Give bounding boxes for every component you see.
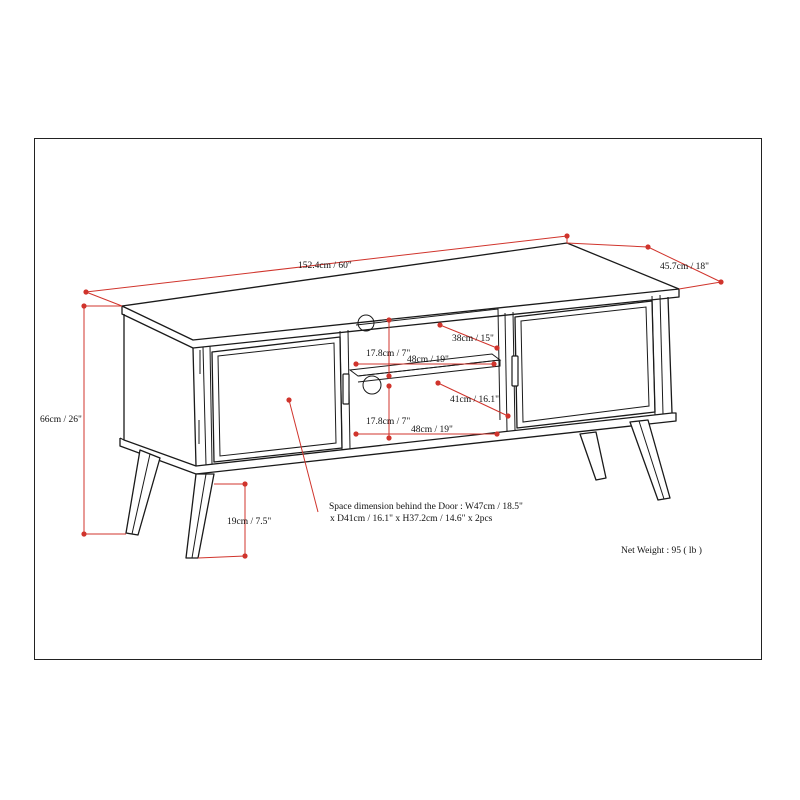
leg-back-right <box>580 432 606 480</box>
leg-height-label: 19cm / 7.5" <box>227 517 272 527</box>
height-label: 66cm / 26" <box>40 415 82 425</box>
upper-height-label: 17.8cm / 7" <box>366 349 411 359</box>
left-door-handle <box>343 374 349 404</box>
lower-depth-label: 41cm / 16.1" <box>450 395 499 405</box>
door-space-line1: Space dimension behind the Door : W47cm / 18.5" <box>329 502 523 512</box>
right-door <box>515 301 655 428</box>
left-door-panel <box>218 343 336 456</box>
upper-width-label: 48cm / 19" <box>407 355 449 365</box>
door-space-line2: x D41cm / 16.1" x H37.2cm / 14.6" x 2pcs <box>330 514 493 524</box>
stile-mid-right <box>505 313 507 431</box>
stile-left <box>203 347 206 465</box>
leg-front-left <box>186 474 214 558</box>
depth-label: 45.7cm / 18" <box>660 262 709 272</box>
width-label: 152.4cm / 60" <box>298 261 352 271</box>
left-door <box>212 337 342 462</box>
leg-back-left <box>126 450 160 535</box>
lower-width-label: 48cm / 19" <box>411 425 453 435</box>
net-weight-label: Net Weight : 95 ( lb ) <box>621 546 702 556</box>
leg-front-right <box>630 420 670 500</box>
top-surface <box>122 243 679 340</box>
right-door-panel <box>521 307 649 422</box>
upper-depth-label: 38cm / 15" <box>452 334 494 344</box>
lower-height-label: 17.8cm / 7" <box>366 417 411 427</box>
right-door-handle <box>512 356 518 386</box>
